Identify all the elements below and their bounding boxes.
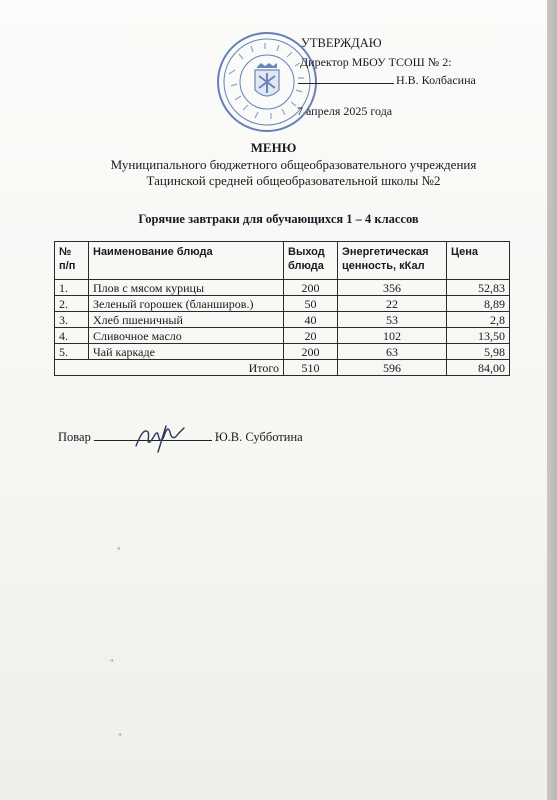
row-num: 3. — [55, 312, 89, 328]
row-name: Чай каркаде — [89, 344, 284, 360]
total-price: 84,00 — [447, 360, 510, 376]
signature-line — [298, 83, 394, 84]
menu-table — [54, 241, 510, 376]
row-energy: 63 — [338, 344, 447, 360]
handwritten-signature-icon — [128, 418, 208, 454]
row-price: 52,83 — [447, 280, 510, 296]
paper-speck: " — [117, 546, 121, 556]
row-name: Плов с мясом курицы — [89, 280, 284, 296]
cook-label: Повар — [58, 430, 91, 444]
total-label: Итого — [55, 360, 284, 376]
table-row — [55, 328, 510, 344]
header-energy: Энергетическая ценность, кКал — [338, 242, 447, 280]
row-price: 2,8 — [447, 312, 510, 328]
row-output: 40 — [284, 312, 338, 328]
total-row — [55, 360, 510, 376]
row-output: 50 — [284, 296, 338, 312]
row-output: 200 — [284, 280, 338, 296]
approval-date: 7 апреля 2025 года — [297, 104, 393, 118]
menu-title: МЕНЮ — [250, 140, 297, 155]
row-num: 5. — [55, 344, 89, 360]
row-price: 5,98 — [447, 344, 510, 360]
row-output: 20 — [284, 328, 338, 344]
director-signature-line — [298, 73, 476, 88]
row-price: 8,89 — [447, 296, 510, 312]
organization-line-2: Тацинской средней общеобразовательной школы №2 — [146, 173, 441, 188]
row-price: 13,50 — [447, 328, 510, 344]
menu-subtitle: Горячие завтраки для обучающихся 1 – 4 классов — [138, 212, 419, 226]
row-energy: 53 — [338, 312, 447, 328]
row-energy: 356 — [338, 280, 447, 296]
paper-speck: " — [118, 732, 122, 742]
total-energy: 596 — [338, 360, 447, 376]
header-price: Цена — [447, 242, 510, 280]
paper-speck: " — [110, 658, 114, 668]
row-energy: 102 — [338, 328, 447, 344]
approval-heading: УТВЕРЖДАЮ — [301, 36, 382, 50]
row-name: Сливочное масло — [89, 328, 284, 344]
row-name: Хлеб пшеничный — [89, 312, 284, 328]
row-num: 2. — [55, 296, 89, 312]
row-output: 200 — [284, 344, 338, 360]
header-output: Выход блюда — [284, 242, 338, 280]
table-row — [55, 312, 510, 328]
row-num: 1. — [55, 280, 89, 296]
director-name: Н.В. Колбасина — [396, 73, 476, 87]
page-edge — [547, 0, 557, 800]
table-row — [55, 296, 510, 312]
header-name: Наименование блюда — [89, 242, 284, 280]
table-row — [55, 344, 510, 360]
header-num: № п/п — [55, 242, 89, 280]
table-header-row — [55, 242, 510, 280]
organization-line-1: Муниципального бюджетного общеобразовательного учреждения — [110, 157, 477, 172]
row-energy: 22 — [338, 296, 447, 312]
total-output: 510 — [284, 360, 338, 376]
row-name: Зеленый горошек (бланширов.) — [89, 296, 284, 312]
cook-name: Ю.В. Субботина — [214, 430, 303, 444]
director-title: Директор МБОУ ТСОШ № 2: — [300, 55, 452, 69]
table-row — [55, 280, 510, 296]
row-num: 4. — [55, 328, 89, 344]
